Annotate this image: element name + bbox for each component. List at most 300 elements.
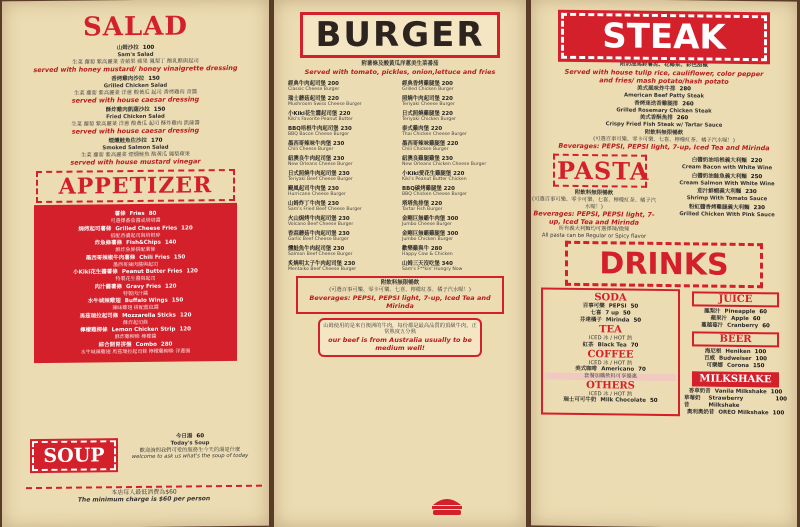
salad-item-price: 150 [153, 106, 166, 113]
salad-item-name: 酥炸雞肉凱薩沙拉 [105, 106, 150, 114]
burger-item-en: Happy Cow & Chicken [402, 252, 453, 257]
burger-item [402, 198, 512, 213]
milkshake-item-name: 奧利奧奶昔 [686, 409, 715, 416]
pasta-drink-en: Beverages: PEPSI, PEPSI light, 7-up, Iced Tea and Mirinda [533, 209, 655, 227]
steak-item-price: 260 [676, 115, 689, 122]
burger-item-en: Salmon Beef Cheese Burger [288, 252, 353, 257]
pasta-item [657, 157, 797, 172]
soup-price: 60 [196, 433, 205, 440]
burger-item-row [402, 229, 512, 237]
burger-item-en: Thai Chicken Cheese Burger [402, 132, 467, 137]
juice-item-price: 60 [759, 309, 767, 316]
burger-item-price: 230 [333, 141, 345, 147]
milkshake-item [684, 409, 787, 417]
minimum-charge [26, 485, 262, 504]
pasta-item-name: 白醬奶油培根義大利麵 [691, 157, 747, 165]
burger-item-en: Grilled Chicken Burger [402, 87, 454, 92]
milkshake-title: MILKSHAKE [692, 371, 779, 387]
appetizer-item [38, 268, 233, 284]
steak-item-price: 260 [682, 100, 694, 107]
burger-item-name: 墨西哥辣味牛肉堡 [288, 141, 332, 147]
steak-item-en: Grilled Rosemary Chicken Steak [616, 106, 712, 115]
burger-item [402, 258, 512, 273]
tea-temp: ICED 冰 / HOT 熱 [588, 335, 633, 342]
burger-sub-en: Served with tomato, pickles, onion,lettuce and fries [304, 68, 496, 76]
burger-item-name: 經典香烤雞腿堡 [402, 81, 440, 87]
appetizer-item [38, 253, 233, 269]
pasta-item [657, 172, 797, 187]
burger-item [402, 183, 512, 198]
juice-item-name: 蘋果汁 [710, 315, 728, 322]
soda-item-en: 7 up [605, 310, 619, 317]
beef-note-bubble [318, 318, 482, 357]
soda-item-name: 芬達橘子 [579, 316, 602, 324]
burger-item-price: 230 [327, 201, 339, 207]
burger-item-en: BBQ Bacon Cheese Burger [288, 132, 350, 137]
burger-item-en: Mentaiko Beef Cheese Burger [288, 267, 357, 272]
appetizer-item-name: 薯條 [114, 211, 126, 218]
burger-item-en: Tartar Fish Burger [402, 207, 443, 212]
burger-item-en: Teriyaki Chicken Burger [402, 117, 457, 122]
burger-item-row [288, 94, 398, 102]
appetizer-item-price: 120 [181, 224, 193, 232]
juice-item-name: 鳳梨汁 [704, 308, 721, 315]
salad-item-name: 山姆沙拉 [116, 44, 139, 52]
beef-note-en: our beef is from Australia usually to be medium well! [328, 335, 472, 352]
soda-item-name: 七喜 [590, 310, 602, 317]
burger-item-name: 炙燒明太子牛肉起司堡 [288, 261, 342, 267]
burger-item-row [402, 199, 512, 207]
drinks-left-box [541, 287, 680, 416]
appetizer-item-note: 酥炸雞柳條 檸檬醬 [114, 333, 157, 341]
others-list [545, 397, 676, 406]
burger-item-price: 220 [453, 171, 465, 177]
burger-item-price: 220 [443, 186, 455, 192]
soda-item-en: PEPSI [608, 303, 627, 310]
burger-item-price: 230 [338, 216, 350, 222]
appetizer-item-note: 辣味雞翅 搭配藍紋醬 [112, 304, 159, 312]
appetizer-item-note: 酥炸起司條 [122, 319, 148, 326]
burger-item [288, 243, 398, 258]
burger-item [288, 198, 398, 213]
appetizer-item [38, 311, 233, 327]
juice-item-en: Cranberry [727, 322, 759, 330]
burger-item-name: 日式照燒牛肉起司堡 [288, 171, 337, 177]
burger-item-name: 照燒牛肉起司堡 [402, 96, 440, 102]
tea-title: TEA [599, 324, 622, 336]
pasta-title: PASTA [553, 154, 647, 188]
juice-item-price: 60 [752, 316, 761, 323]
coffee-note: 套餐加購飲料可享優惠 [545, 373, 676, 381]
burger-item-price: 230 [340, 126, 352, 132]
steak-item-name: 美式風味炸牛排 [637, 85, 676, 93]
burger-item-en: Kiki's Favorite Peanut Butter [288, 117, 353, 122]
burger-item-price: 230 [333, 246, 345, 252]
milkshake-list [684, 388, 787, 417]
burger-item-row [402, 244, 512, 252]
burger-item [402, 168, 512, 183]
pasta-item-price: 250 [750, 173, 763, 180]
salad-item-en: Sam's Salad [117, 51, 154, 59]
pasta-item-en: Cream Bacon with White Wine [681, 164, 773, 172]
juice-item-en: Pineapple [724, 308, 756, 316]
burger-item-name: 金剛巨無霸雞腿堡 [402, 231, 446, 237]
appetizer-item-name: 炸魚條薯條 [94, 240, 123, 247]
burger-item-row [288, 244, 398, 252]
burger-item [288, 108, 398, 123]
appetizer-item-name: 綜合開胃拼盤 [98, 341, 132, 348]
pasta-item [657, 188, 797, 203]
appetizer-item-price: 150 [171, 297, 184, 304]
appetizer-item-price: 80 [148, 210, 157, 217]
salad-item [2, 106, 269, 137]
coffee-title: COFFEE [587, 348, 634, 361]
salad-item-desc: 生菜 蘿蔔 紫高麗菜 青蘋果 蘋果 鳳梨丁 酸乳酪與起司 [72, 57, 199, 66]
soda-item-name: 百事可樂 [582, 303, 605, 310]
appetizer-item-en: Chili Fries [139, 254, 170, 261]
milkshake-item-name: 香草奶昔 [688, 388, 711, 395]
pasta-note: 所有義大利麵均可選擇辣/微辣 [558, 225, 630, 233]
appetizer-item-note: 特製花生醬與起司 [115, 275, 156, 283]
burger-item-price: 200 [327, 81, 339, 87]
burger-item-en: New Orleans Cheese Burger [288, 162, 353, 167]
salad-item-dressing: served with honey mustard/ honey vinaigrette dressing [33, 63, 238, 75]
beer-list [684, 348, 787, 370]
burger-item-name: 墨西哥辣味雞腿堡 [402, 141, 446, 147]
burger-item-name: 小Kiki花生醬起司堡 [288, 111, 338, 117]
steak-item-name: 美式香酥魚排 [639, 114, 673, 122]
steak-item-en: American Beef Patty Steak [623, 92, 705, 100]
appetizer-item [38, 239, 233, 255]
appetizer-item-en: Combo [135, 341, 157, 348]
appetizer-item-price: 120 [165, 283, 177, 290]
burger-item [288, 138, 398, 153]
burger-item [402, 228, 512, 243]
appetizer-title: APPETIZER [36, 169, 235, 203]
tea-item-en: Black Tea [597, 341, 627, 349]
juice-item-en: Apple [731, 315, 749, 323]
burger-item-price: 280 [430, 246, 443, 252]
beer-item-name: 海尼根 [704, 348, 722, 355]
soda-title: SODA [594, 292, 627, 304]
appetizer-item-en: Fish&Chips [126, 239, 161, 247]
salad-item-desc: 生菜 蘿蔔 紫高麗菜 洋蔥 酸黃瓜 起司 酥炸雞肉 凱薩醬 [71, 119, 200, 128]
burger-item-price: 230 [327, 186, 339, 192]
juice-title: JUICE [692, 291, 779, 307]
others-item [545, 397, 676, 406]
salad-item-dressing: served with house mustard vinegar [70, 157, 201, 167]
salad-item-name: 煙燻鮭魚佐沙拉 [108, 137, 148, 145]
appetizer-item-name: 小Kiki花生醬薯條 [73, 269, 118, 276]
burger-item-name: 山姆三天沒吃堡 [402, 261, 440, 267]
salad-item [2, 137, 269, 168]
min-charge-en: The minimum charge is $60 per person [77, 494, 211, 504]
burger-item-en: Chili Chicken Burger [402, 147, 449, 152]
salad-item [2, 44, 269, 75]
milkshake-item [684, 395, 787, 410]
soda-item-price: 50 [622, 310, 631, 317]
pasta-item-en: Grilled Chicken With Pink Sauce [679, 210, 775, 218]
burger-item-row [288, 124, 398, 132]
beer-item-name: 可樂娜 [706, 362, 724, 369]
burger-item-price: 230 [343, 261, 356, 267]
burger-item-row [402, 259, 512, 267]
burger-item-price: 220 [441, 111, 453, 117]
drinks-right-col [684, 289, 787, 417]
milkshake-item-price: 100 [770, 389, 783, 396]
min-charge-zh: 本店每人最低消費為$60 [111, 488, 177, 497]
drinks-title: DRINKS [565, 241, 763, 288]
beer-item-price: 150 [752, 363, 765, 370]
burger-item-price: 230 [333, 156, 345, 162]
milkshake-item-price: 100 [772, 410, 785, 417]
appetizer-item-en: Lemon Chicken Strip [111, 326, 176, 334]
burger-item-name: 颶風起司牛肉堡 [288, 186, 326, 192]
pasta-drink: 附飲料無限暢飲 [574, 189, 614, 197]
menu-panel-right [531, 0, 797, 527]
milkshake-item-name: 草莓奶昔 [684, 395, 701, 409]
burger-item [402, 243, 512, 258]
burger-item-price: 230 [441, 156, 453, 162]
appetizer-item-en: Grilled Cheese Fries [115, 225, 178, 232]
burger-item-row [288, 199, 398, 207]
appetizer-item-note: 搭配香濃起司與培根碎 [110, 232, 161, 239]
burger-item-price: 230 [338, 231, 350, 237]
beer-title: BEER [692, 331, 779, 347]
burger-item [402, 213, 512, 228]
burger-item-price: 230 [338, 171, 350, 177]
burger-item-name: 火山焗烤牛肉起司堡 [288, 216, 337, 222]
coffee-item-en: Americano [601, 366, 635, 373]
salad-list [2, 44, 269, 168]
appetizer-item-en: Peanut Butter Fries [121, 268, 183, 276]
burger-item [288, 183, 398, 198]
menu-panel-middle [274, 0, 526, 527]
soup-note-en: welcome to ask us what's the soup of today [131, 452, 249, 461]
burger-item [288, 153, 398, 168]
pasta-note-en: All pasta can be Regular or Spicy flavor [541, 232, 647, 240]
tea-item-name: 紅茶 [582, 341, 594, 348]
drinks-grid [541, 287, 787, 417]
appetizer-item-name: 馬茲瑞拉起司條 [79, 312, 119, 320]
appetizer-item-name: 墨西哥辣椒牛肉薯條 [85, 254, 136, 262]
burger-sub: 附薯條及酸黃瓜洋蔥美生菜番茄 [361, 61, 439, 67]
burger-item-en: Classic Cheese Burger [288, 87, 340, 92]
appetizer-item-price: 150 [173, 253, 186, 261]
soda-item-price: 50 [633, 317, 642, 324]
burger-item-en: BBQ Chicken Cheese Burger [402, 192, 467, 197]
burger-item-row [288, 139, 398, 147]
steak-drink-options: (可選百事可樂、零卡可樂、七喜、檸檬紅茶、橘子汽水喔！) [593, 135, 735, 144]
others-item-en: Milk Chocolate [600, 397, 646, 404]
salad-item-desc: 生菜 蘿蔔 紫高麗菜 洋蔥 酸黃瓜 起司 香烤雞肉 青醬 [73, 88, 198, 97]
appetizer-item [38, 224, 233, 240]
burger-item-name: 香蒜蘑菇牛肉起司堡 [288, 231, 337, 237]
salad-item-en: Smoked Salmon Salad [102, 144, 169, 152]
salad-item-dressing: served with house caesar dressing [71, 95, 200, 105]
burger-item-price: 220 [430, 201, 443, 207]
salad-item-en: Grilled Chicken Salad [103, 82, 168, 90]
burger-item-row [288, 259, 398, 267]
burger-item-price: 220 [327, 96, 339, 102]
appetizer-item-en: Mozzarella Sticks [122, 312, 176, 319]
appetizer-item-note: 水牛城辣雞翅 馬茲瑞拉起司條 檸檬雞柳條 洋蔥圈 [80, 347, 191, 356]
burger-item-row [402, 124, 512, 132]
appetizer-item [38, 297, 233, 313]
menu-panel-left [2, 0, 269, 527]
burger-item-en: Teriyaki Cheese Burger [402, 102, 455, 107]
coffee-item-name: 美式咖啡 [575, 365, 598, 373]
soup-name: 今日湯 [175, 433, 193, 440]
burger-item [288, 213, 398, 228]
appetizer-item-name: 焗烤起司薯條 [78, 225, 112, 233]
pasta-list [657, 155, 797, 242]
appetizer-item-name: 檸檬雞柳條 [80, 327, 108, 334]
burger-item-price: 220 [430, 126, 443, 132]
burger-item-name: 山姆炸丁牛肉堡 [288, 201, 326, 207]
steak-list [531, 84, 797, 130]
burger-item-en: Jumbo Cheese Burger [402, 222, 452, 227]
burger-item-en: New Orleans Chicken Cheese Burger [402, 162, 487, 167]
appetizer-item [38, 340, 233, 356]
beer-item-en: Heniken [725, 348, 751, 356]
burger-item-price: 300 [447, 231, 459, 237]
burger-item-name: 瑞士蘑菇起司堡 [288, 96, 326, 102]
pasta-item-name: 茄汁鮮蝦義大利麵 [697, 188, 742, 195]
appetizer-item-note: 可選擇番茄醬或塔塔醬 [110, 217, 161, 225]
burger-item [288, 228, 398, 243]
soup-info [120, 433, 260, 461]
steak-sub-en: Served with house tulip rice, cauliflower, color pepper and fries/ mash potato/hash potato [564, 67, 764, 86]
burger-item-row [402, 169, 512, 177]
burger-item-name: 小Kiki愛花生雞腿堡 [402, 171, 452, 177]
burger-item-name: 泰式雞肉堡 [402, 126, 429, 132]
burger-item-row [402, 109, 512, 117]
others-temp: ICED 冰 / HOT 熱 [588, 390, 633, 398]
burger-item [402, 153, 512, 168]
burger-item-en: Jumbo Chicken Burger [402, 237, 454, 242]
beer-item-en: Budweiser [719, 355, 752, 363]
steak-item-name: 香烤迷迭香雞腿排 [634, 100, 679, 107]
pasta-item-price: 230 [753, 204, 765, 211]
burger-item-en: Sam's Fried Beef Cheese Burger [288, 207, 362, 212]
appetizer-item-en: Buffalo Wings [124, 297, 168, 305]
steak-drink: 附飲料無限暢飲 [644, 129, 684, 136]
burger-item [288, 258, 398, 273]
burger-item-en: Teriyaki Beef Cheese Burger [288, 177, 353, 182]
salad-item-price: 150 [148, 75, 160, 82]
pasta-item-price: 230 [745, 188, 757, 196]
burger-item-en: Kiki's Peanut Butter Chicken [402, 177, 467, 182]
burger-icon [430, 495, 464, 517]
appetizer-item-price: 120 [179, 326, 191, 333]
burger-item-row [288, 214, 398, 222]
beer-item-en: Corona [727, 362, 749, 370]
soda-list [545, 303, 676, 326]
burger-item-price: 340 [441, 261, 453, 267]
burger-item-name: 塔塔魚排堡 [402, 201, 429, 207]
juice-item-price: 60 [762, 323, 770, 330]
burger-item-en: Volcano Beef Cheese Burger [288, 222, 354, 227]
others-item-name: 瑞士可可牛奶 [563, 396, 597, 404]
pasta-item-price: 220 [750, 158, 763, 165]
burger-list [288, 78, 512, 273]
appetizer-item-note: 酥炸魚條搭配薯條 [115, 246, 156, 254]
burger-drink-en: Beverages: PEPSI, PEPSI light, 7-up, Iced Tea and Mirinda [309, 293, 491, 310]
burger-drink-options: (可選百事可樂、零卡可樂、七喜、檸檬紅茶、橘子汽水喔！) [329, 287, 471, 293]
burger-item-name: 紐澳良牛肉起司堡 [288, 156, 332, 162]
juice-item-name: 蔓越莓汁 [701, 322, 724, 329]
beer-item-price: 100 [754, 349, 767, 356]
appetizer-item [38, 210, 233, 226]
steak-item-en: Crispy Fried Fish Steak w/ Tartar Sauce [605, 121, 723, 129]
coffee-item-price: 70 [638, 366, 646, 373]
burger-item-name: 金剛巨無霸牛肉堡 [402, 216, 446, 222]
burger-item-en: Chili Cheese Burger [288, 147, 334, 152]
soup-title: SOUP [32, 440, 116, 471]
burger-item [288, 123, 398, 138]
salad-item-price: 170 [151, 137, 163, 144]
steak-sub: 附奶油馬鈴薯泥、花椰菜、彩色甜椒 [619, 61, 708, 69]
appetizer-item [38, 326, 233, 342]
burger-item-row [288, 229, 398, 237]
burger-item [402, 138, 512, 153]
salad-item-price: 100 [142, 44, 155, 51]
others-item-price: 50 [649, 397, 658, 404]
burger-item-row [288, 154, 398, 162]
steak-item-price: 280 [679, 86, 691, 93]
burger-item [288, 93, 398, 108]
others-title: OTHERS [586, 379, 635, 392]
burger-item-row [402, 154, 512, 162]
tea-item-price: 70 [630, 342, 639, 349]
juice-item [684, 322, 787, 330]
appetizer-item-name: 肉汁醬薯條 [94, 283, 122, 290]
juice-list [684, 308, 787, 330]
burger-item [288, 78, 398, 93]
burger-item-row [402, 94, 512, 102]
salad-item [2, 75, 269, 106]
salad-item-desc: 生菜 蘿蔔 紫高麗菜 煙燻鮭魚 酸黃瓜 鳳梨蘋果 [80, 150, 191, 159]
pasta-item [657, 203, 797, 218]
burger-item-row [288, 169, 398, 177]
salad-title: SALAD [83, 11, 188, 43]
appetizer-item-price: 140 [164, 239, 177, 246]
coffee-temp: ICED 冰 / HOT 熱 [588, 359, 633, 367]
beer-item [684, 362, 787, 370]
burger-item [402, 123, 512, 138]
burger-item-price: 220 [339, 111, 351, 117]
burger-item-en: Garlic Beef Cheese Burger [288, 237, 349, 242]
burger-item-name: BBQ培根牛肉起司堡 [288, 126, 339, 132]
burger-item-en: Sam's F**kin' Hungry Now [402, 267, 463, 272]
burger-item-row [402, 214, 512, 222]
burger-drink-box [296, 276, 504, 314]
burger-item-row [402, 184, 512, 192]
burger-item-price: 220 [447, 141, 459, 147]
burger-item-name: 紐澳良雞腿雞堡 [402, 156, 440, 162]
burger-item-name: 歡樂雞與牛 [402, 246, 429, 252]
appetizer-item-price: 120 [186, 268, 198, 275]
burger-item-row [288, 79, 398, 87]
pasta-drink-options: (可選百事可樂、零卡可樂、七喜、檸檬紅茶、橘子汽水喔！) [532, 196, 656, 210]
appetizer-item-en: Fries [129, 210, 145, 218]
soup-name-en: Today's Soup [170, 440, 210, 447]
beer-item-name: 百威 [704, 355, 716, 362]
burger-item-en: Mushroom Swiss Cheese Burger [288, 102, 362, 107]
burger-item-name: 經典牛肉起司堡 [288, 81, 326, 87]
salad-item-en: Fried Chicken Salad [106, 113, 165, 121]
